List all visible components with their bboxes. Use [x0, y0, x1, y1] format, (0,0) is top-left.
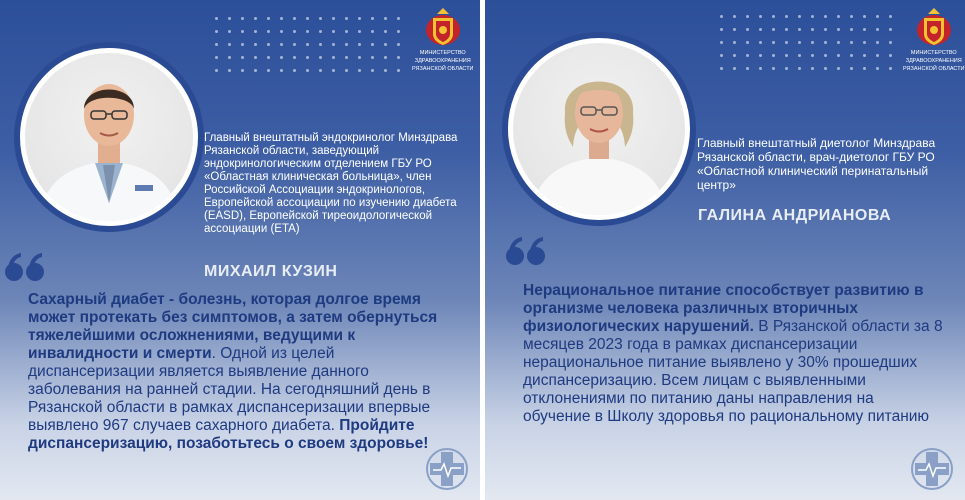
quote-mark-icon: [505, 236, 547, 266]
medical-cross-logo-icon: [425, 446, 469, 492]
emblem-line3: РЯЗАНСКОЙ ОБЛАСТИ: [903, 66, 965, 72]
dot-pattern: [715, 10, 895, 80]
ministry-emblem: [903, 6, 965, 72]
kuzin-quote-bold-1: Сахарный диабет - болезнь, которая долгое время может протекать без симптомов, а затем обернуться тяжелейшими осложнениями, ведущими к инвалидности и смерти: [28, 291, 438, 362]
emblem-line3: РЯЗАНСКОЙ ОБЛАСТИ: [412, 66, 474, 72]
panel-andrianova: [485, 0, 965, 500]
kuzin-quote-bold-2: Пройдите диспансеризацию, позаботьтесь о своем здоровье!: [28, 417, 429, 452]
emblem-line2: ЗДРАВООХРАНЕНИЯ: [414, 58, 471, 64]
portrait-kuzin: [20, 48, 198, 226]
coat-of-arms-icon: [423, 6, 463, 48]
panel-kuzin: [0, 0, 480, 500]
dot-pattern: [210, 12, 410, 82]
coat-of-arms-icon: [914, 6, 954, 48]
quote-mark-icon: [4, 252, 46, 282]
portrait-andrianova: [508, 38, 690, 220]
ministry-emblem: [412, 6, 474, 72]
kuzin-name: МИХАИЛ КУЗИН: [204, 263, 338, 280]
kuzin-quote-regular: . Одной из целей диспансеризации является выявление данного заболевания на ранней стадии. На сегодняшний день в Рязанской области в рамках диспансеризации впервые выявлено 967 случаев сахарного диабета.: [28, 345, 431, 434]
andrianova-quote-bold: Нерациональное питание способствует развитию в организме человека различных вторичных физиологических нарушений.: [523, 282, 924, 335]
andrianova-description: Главный внештатный диетолог Минздрава Рязанской области, врач-диетолог ГБУ РО «Областной клинический перинатальный центр»: [697, 136, 936, 192]
andrianova-quote: [523, 282, 943, 426]
medical-cross-logo-icon: [910, 446, 954, 492]
andrianova-quote-regular: В Рязанской области за 8 месяцев 2023 года в рамках диспансеризации нерациональное питание выявлено у 30% прошедших диспансеризацию. Всем лицам с выявленными отклонениями по питанию даны направления на обучение в Школу здоровья по рациональному питанию: [523, 318, 943, 425]
man-portrait-icon: [25, 53, 193, 221]
emblem-line1: МИНИСТЕРСТВО: [910, 50, 957, 56]
andrianova-name: ГАЛИНА АНДРИАНОВА: [698, 207, 892, 224]
emblem-line2: ЗДРАВООХРАНЕНИЯ: [905, 58, 962, 64]
kuzin-quote: [28, 291, 448, 453]
woman-portrait-icon: [513, 43, 685, 215]
emblem-line1: МИНИСТЕРСТВО: [419, 50, 466, 56]
kuzin-description: Главный внештатный эндокринолог Минздрава Рязанской области, заведующий эндокринологическим отделением ГБУ РО «Областная клиническая больница», член Российской Ассоциации эндокринологов, Европейской ассоциации по изучению диабета (EASD), Европейской тиреоидологической ассоциации (ETA): [204, 132, 458, 235]
